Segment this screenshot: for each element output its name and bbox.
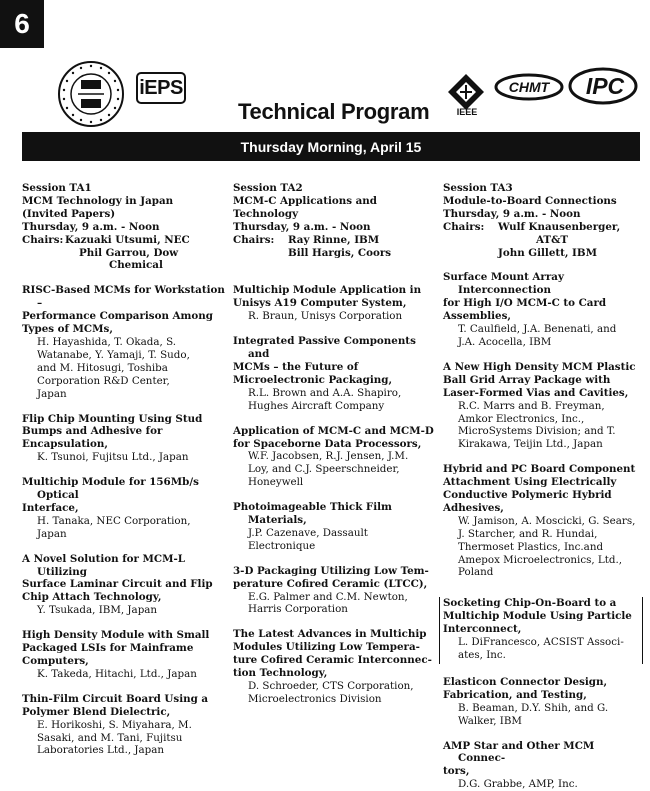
paper-title: Integrated Passive Components and MCMs – the Future of Microelectronic Packaging, bbox=[233, 335, 416, 386]
session-subtitle: (Invited Papers) bbox=[22, 207, 116, 220]
paper-entry bbox=[443, 271, 643, 348]
paper-entry bbox=[233, 501, 438, 553]
paper-authors: R. Braun, Unisys Corporation bbox=[248, 310, 403, 323]
paper-entry bbox=[22, 284, 227, 400]
session-header bbox=[22, 182, 227, 272]
paper-authors: K. Takeda, Hitachi, Ltd., Japan bbox=[37, 667, 197, 680]
paper-title: Flip Chip Mounting Using Stud Bumps and Adhesive for Encapsulation, bbox=[22, 412, 203, 451]
paper-authors: L. DiFrancesco, ACSIST Associ- ates, Inc. bbox=[458, 636, 624, 661]
ipc-label: IPC bbox=[585, 73, 625, 99]
chmt-label: CHMT bbox=[508, 79, 550, 95]
paper-authors: W. Jamison, A. Moscicki, G. Sears, J. Starcher, and R. Hundai, Thermoset Plastics, Inc.and Amepox Microelectronics, Ltd., Poland bbox=[458, 514, 636, 579]
paper-entry bbox=[233, 565, 438, 617]
paper-entry bbox=[443, 463, 643, 579]
paper-authors: H. Hayashida, T. Okada, S. Watanabe, Y. Yamaji, T. Sudo, and M. Hitosugi, Toshiba Corporation R&D Center, Japan bbox=[37, 335, 190, 400]
chair-name: Kazuaki Utsumi, NEC bbox=[65, 233, 190, 246]
session-title: MCM-C Applications and Technology bbox=[233, 194, 377, 220]
paper-authors: D. Schroeder, CTS Corporation, Microelectronics Division bbox=[248, 680, 414, 705]
paper-title: Surface Mount Array Interconnection for High I/O MCM-C to Card Assemblies, bbox=[443, 271, 607, 323]
paper-entry bbox=[22, 476, 227, 541]
paper-entry bbox=[22, 413, 227, 465]
paper-entry-boxed bbox=[439, 597, 643, 664]
session-ta3-column bbox=[443, 182, 643, 791]
session-ta2-column bbox=[233, 182, 438, 706]
ieps-logo: iEPS bbox=[136, 72, 186, 104]
chair-name: Bill Hargis, Coors bbox=[288, 246, 392, 259]
session-chairs bbox=[443, 221, 643, 260]
session-title: Module-to-Board Connections bbox=[443, 194, 617, 207]
paper-title: Application of MCM-C and MCM-D for Spaceborne Data Processors, bbox=[233, 424, 434, 450]
session-chairs bbox=[233, 234, 438, 260]
paper-title: AMP Star and Other MCM Connec- tors, bbox=[443, 739, 595, 778]
ieee-label: IEEE bbox=[456, 107, 478, 117]
paper-authors: D.G. Grabbe, AMP, Inc. bbox=[458, 778, 578, 791]
session-time: Thursday, 9 a.m. - Noon bbox=[233, 220, 371, 233]
session-title: MCM Technology in Japan bbox=[22, 194, 174, 207]
paper-title: 3-D Packaging Utilizing Low Tem- perature Cofired Ceramic (LTCC), bbox=[233, 564, 429, 590]
paper-title: Photoimageable Thick Film Materials, bbox=[233, 501, 392, 527]
paper-entry bbox=[233, 628, 438, 705]
paper-authors: K. Tsunoi, Fujitsu Ltd., Japan bbox=[37, 451, 189, 464]
paper-entry bbox=[443, 676, 643, 728]
chmt-logo-icon bbox=[494, 72, 564, 102]
paper-title: Thin-Film Circuit Board Using a Polymer Blend Dielectric, bbox=[22, 692, 209, 718]
chair-name: Chemical bbox=[109, 259, 163, 272]
session-code: Session TA2 bbox=[233, 182, 303, 194]
chair-name: AT&T bbox=[536, 233, 569, 246]
paper-title: A Novel Solution for MCM-L Utilizing Surface Laminar Circuit and Flip Chip Attach Technology, bbox=[22, 552, 213, 604]
session-ta1-column bbox=[22, 182, 227, 757]
session-chairs bbox=[22, 234, 227, 273]
paper-title: A New High Density MCM Plastic Ball Grid Array Package with Laser-Formed Vias and Cavities, bbox=[443, 360, 636, 399]
session-header bbox=[443, 182, 643, 259]
date-banner: Thursday Morning, April 15 bbox=[22, 132, 640, 161]
paper-authors: T. Caulfield, J.A. Benenati, and J.A. Acocella, IBM bbox=[458, 323, 617, 348]
page-number: 6 bbox=[0, 0, 44, 48]
paper-entry bbox=[233, 335, 438, 412]
chair-name: Phil Garrou, Dow bbox=[79, 246, 179, 259]
paper-title: The Latest Advances in Multichip Modules Utilizing Low Tempera- ture Cofired Ceramic Interconnec- tion Technology, bbox=[233, 628, 432, 680]
paper-authors: W.F. Jacobsen, R.J. Jensen, J.M. Loy, and C.J. Speerschneider, Honeywell bbox=[248, 450, 409, 489]
session-code: Session TA1 bbox=[22, 182, 92, 194]
chair-name: John Gillett, IBM bbox=[498, 246, 597, 259]
chairs-label: Chairs: bbox=[22, 233, 64, 246]
paper-entry bbox=[443, 740, 643, 791]
ipc-logo-icon bbox=[568, 66, 638, 106]
chairs-label: Chairs: bbox=[443, 220, 485, 233]
chairs-label: Chairs: bbox=[233, 233, 275, 246]
session-header bbox=[233, 182, 438, 259]
paper-authors: E.G. Palmer and C.M. Newton, Harris Corporation bbox=[248, 590, 408, 616]
ishm-logo-icon bbox=[57, 60, 125, 128]
paper-title: Multichip Module Application in Unisys A19 Computer System, bbox=[233, 284, 422, 310]
paper-title: High Density Module with Small Packaged LSIs for Mainframe Computers, bbox=[22, 629, 210, 667]
paper-authors: H. Tanaka, NEC Corporation, Japan bbox=[37, 514, 191, 540]
session-time: Thursday, 9 a.m. - Noon bbox=[22, 220, 160, 233]
paper-authors: R.L. Brown and A.A. Shapiro, Hughes Aircraft Company bbox=[248, 386, 402, 412]
paper-title: Multichip Module for 156Mb/s Optical Interface, bbox=[22, 476, 199, 514]
paper-title: Elasticon Connector Design, Fabrication, and Testing, bbox=[443, 675, 608, 701]
paper-authors: E. Horikoshi, S. Miyahara, M. Sasaki, and M. Tani, Fujitsu Laboratories Ltd., Japan bbox=[37, 718, 192, 757]
paper-entry bbox=[22, 693, 227, 758]
paper-entry bbox=[233, 284, 438, 323]
paper-entry bbox=[22, 629, 227, 681]
session-code: Session TA3 bbox=[443, 182, 513, 194]
chair-name: Wulf Knausenberger, bbox=[498, 220, 621, 233]
paper-authors: B. Beaman, D.Y. Shih, and G. Walker, IBM bbox=[458, 701, 609, 727]
paper-entry bbox=[233, 425, 438, 490]
session-time: Thursday, 9 a.m. - Noon bbox=[443, 207, 581, 220]
page-title: Technical Program bbox=[238, 99, 430, 124]
paper-entry bbox=[22, 553, 227, 618]
paper-authors: Y. Tsukada, IBM, Japan bbox=[37, 604, 158, 617]
paper-title: Hybrid and PC Board Component Attachment Using Electrically Conductive Polymeric Hybrid Adhesives, bbox=[443, 463, 636, 514]
paper-title: Socketing Chip-On-Board to a Multichip Module Using Particle Interconnect, bbox=[443, 597, 632, 636]
paper-entry bbox=[443, 361, 643, 451]
paper-authors: R.C. Marrs and B. Freyman, Amkor Electronics, Inc., MicroSystems Division; and T. Kirakawa, Teijin Ltd., Japan bbox=[458, 399, 616, 451]
paper-authors: J.P. Cazenave, Dassault Electronique bbox=[248, 526, 368, 552]
paper-title: RISC-Based MCMs for Workstation – Performance Comparison Among Types of MCMs, bbox=[22, 284, 225, 336]
chair-name: Ray Rinne, IBM bbox=[288, 233, 380, 246]
